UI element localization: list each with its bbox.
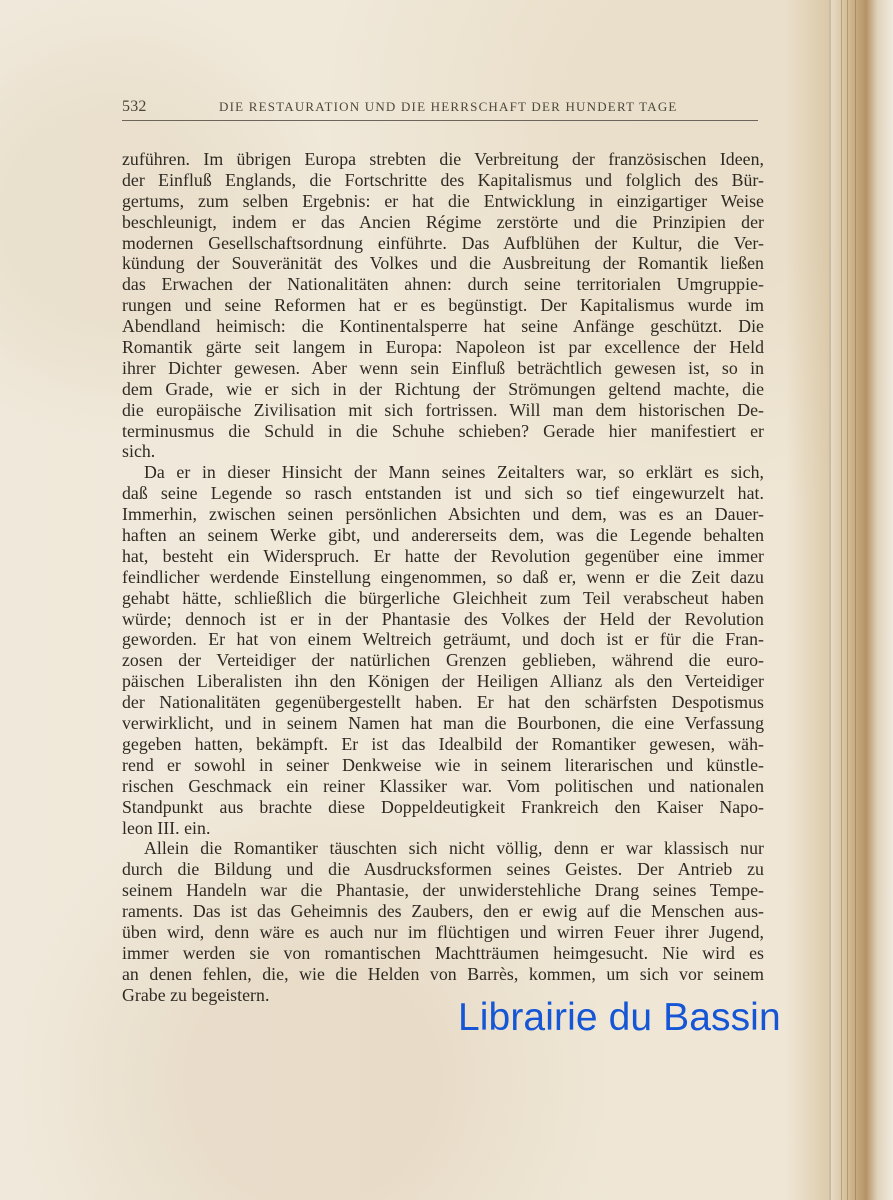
text-line: modernen Gesellschaftsordnung einführte. Das Aufblühen der Kultur, die Ver- bbox=[122, 232, 764, 253]
text-line: päischen Liberalisten ihn den Königen der Heiligen Allianz als den Verteidiger bbox=[122, 671, 764, 692]
text-line: feindlicher werdende Einstellung eingenommen, so daß er, wenn er die Zeit dazu bbox=[122, 566, 764, 587]
text-line: terminusmus die Schuld in die Schuhe schieben? Gerade hier manifestiert er bbox=[122, 420, 764, 441]
text-line: die europäische Zivilisation mit sich fortrissen. Will man dem historischen De- bbox=[122, 399, 764, 420]
book-edge bbox=[829, 0, 893, 1200]
book-text bbox=[122, 149, 764, 1006]
text-line: würde; dennoch ist er in der Phantasie des Volkes der Held der Revolution bbox=[122, 608, 764, 629]
text-line: raments. Das ist das Geheimnis des Zaubers, den er ewig auf die Menschen aus- bbox=[122, 901, 764, 922]
paragraph-start-line: Allein die Romantiker täuschten sich nicht völlig, denn er war klassisch nur bbox=[144, 838, 764, 859]
header-rule bbox=[122, 120, 758, 121]
text-line: üben wird, denn wäre es auch nur im flüchtigen und wirren Feuer ihrer Jugend, bbox=[122, 921, 764, 942]
text-line: gehabt hätte, schließlich die bürgerliche Gleichheit zum Teil verabscheut haben bbox=[122, 587, 764, 608]
text-line: gegeben hatten, bekämpft. Er ist das Idealbild der Romantiker gewesen, wäh- bbox=[122, 733, 764, 754]
text-line: immer werden sie von romantischen Machtträumen heimgesucht. Nie wird es bbox=[122, 942, 764, 963]
text-line: gertums, zum selben Ergebnis: er hat die Entwicklung in einzigartiger Weise bbox=[122, 190, 764, 211]
text-line: an denen fehlen, die, wie die Helden von Barrès, kommen, um sich vor seinem bbox=[122, 963, 764, 984]
text-line: zosen der Verteidiger der natürlichen Grenzen geblieben, während die euro- bbox=[122, 650, 764, 671]
text-line: kündung der Souveränität des Volkes und die Ausbreitung der Romantik ließen bbox=[122, 253, 764, 274]
running-title: DIE RESTAURATION UND DIE HERRSCHAFT DER HUNDERT TAGE bbox=[219, 99, 678, 114]
text-line: haften an seinem Werke gibt, und andererseits dem, was die Legende behalten bbox=[122, 525, 764, 546]
text-line: ihrer Dichter gewesen. Aber wenn sein Einfluß beträchtlich gewesen ist, so in bbox=[122, 357, 764, 378]
text-line: geworden. Er hat von einem Weltreich geträumt, und doch ist er für die Fran- bbox=[122, 629, 764, 650]
text-line: rungen und seine Reformen hat er es begünstigt. Der Kapitalismus wurde im bbox=[122, 295, 764, 316]
text-line: sich. bbox=[122, 441, 156, 462]
text-line: verwirklicht, und in seinem Namen hat man die Bourbonen, die eine Verfassung bbox=[122, 713, 764, 734]
text-line: der Nationalitäten gegenübergestellt haben. Er hat den schärfsten Despotismus bbox=[122, 692, 764, 713]
watermark-text: Librairie du Bassin bbox=[458, 996, 781, 1039]
text-line: rend er sowohl in seiner Denkweise wie in seinem literarischen und künstle- bbox=[122, 754, 764, 775]
page-edge-line-2 bbox=[847, 0, 848, 1200]
page-edge-line-1 bbox=[841, 0, 842, 1200]
page-number: 532 bbox=[122, 98, 147, 115]
text-line: rischen Geschmack ein reiner Klassiker war. Vom politischen und nationalen bbox=[122, 775, 764, 796]
page-header bbox=[122, 98, 758, 126]
paragraph-start-line: Da er in dieser Hinsicht der Mann seines Zeitalters war, so erklärt es sich, bbox=[144, 462, 764, 483]
page-edge-line-3 bbox=[855, 0, 856, 1200]
text-line: durch die Bildung und die Ausdrucksformen seines Geistes. Der Antrieb zu bbox=[122, 859, 764, 880]
text-line: der Einfluß Englands, die Fortschritte des Kapitalismus und folglich des Bür- bbox=[122, 169, 764, 190]
text-line: zuführen. Im übrigen Europa strebten die Verbreitung der französischen Ideen, bbox=[122, 149, 764, 169]
text-line: Abendland heimisch: die Kontinentalsperre hat seine Anfänge geschützt. Die bbox=[122, 316, 764, 337]
text-line: das Erwachen der Nationalitäten ahnen: durch seine territorialen Umgruppie- bbox=[122, 274, 764, 295]
text-line: Standpunkt aus brachte diese Doppeldeutigkeit Frankreich den Kaiser Napo- bbox=[122, 796, 764, 817]
text-line: Immerhin, zwischen seinen persönlichen Absichten und dem, was es an Dauer- bbox=[122, 504, 764, 525]
text-line: leon III. ein. bbox=[122, 817, 211, 838]
text-line: Grabe zu begeistern. bbox=[122, 984, 270, 1005]
text-line: beschleunigt, indem er das Ancien Régime zerstörte und die Prinzipien der bbox=[122, 211, 764, 232]
text-line: hat, besteht ein Widerspruch. Er hatte der Revolution gegenüber eine immer bbox=[122, 545, 764, 566]
text-line: Romantik gärte seit langem in Europa: Napoleon ist par excellence der Held bbox=[122, 337, 764, 358]
text-line: seinem Handeln war die Phantasie, der unwiderstehliche Drang seines Tempe- bbox=[122, 880, 764, 901]
text-line: dem Grade, wie er sich in der Richtung der Strömungen geltend machte, die bbox=[122, 378, 764, 399]
text-line: daß seine Legende so rasch entstanden ist und sich so tief eingewurzelt hat. bbox=[122, 483, 764, 504]
